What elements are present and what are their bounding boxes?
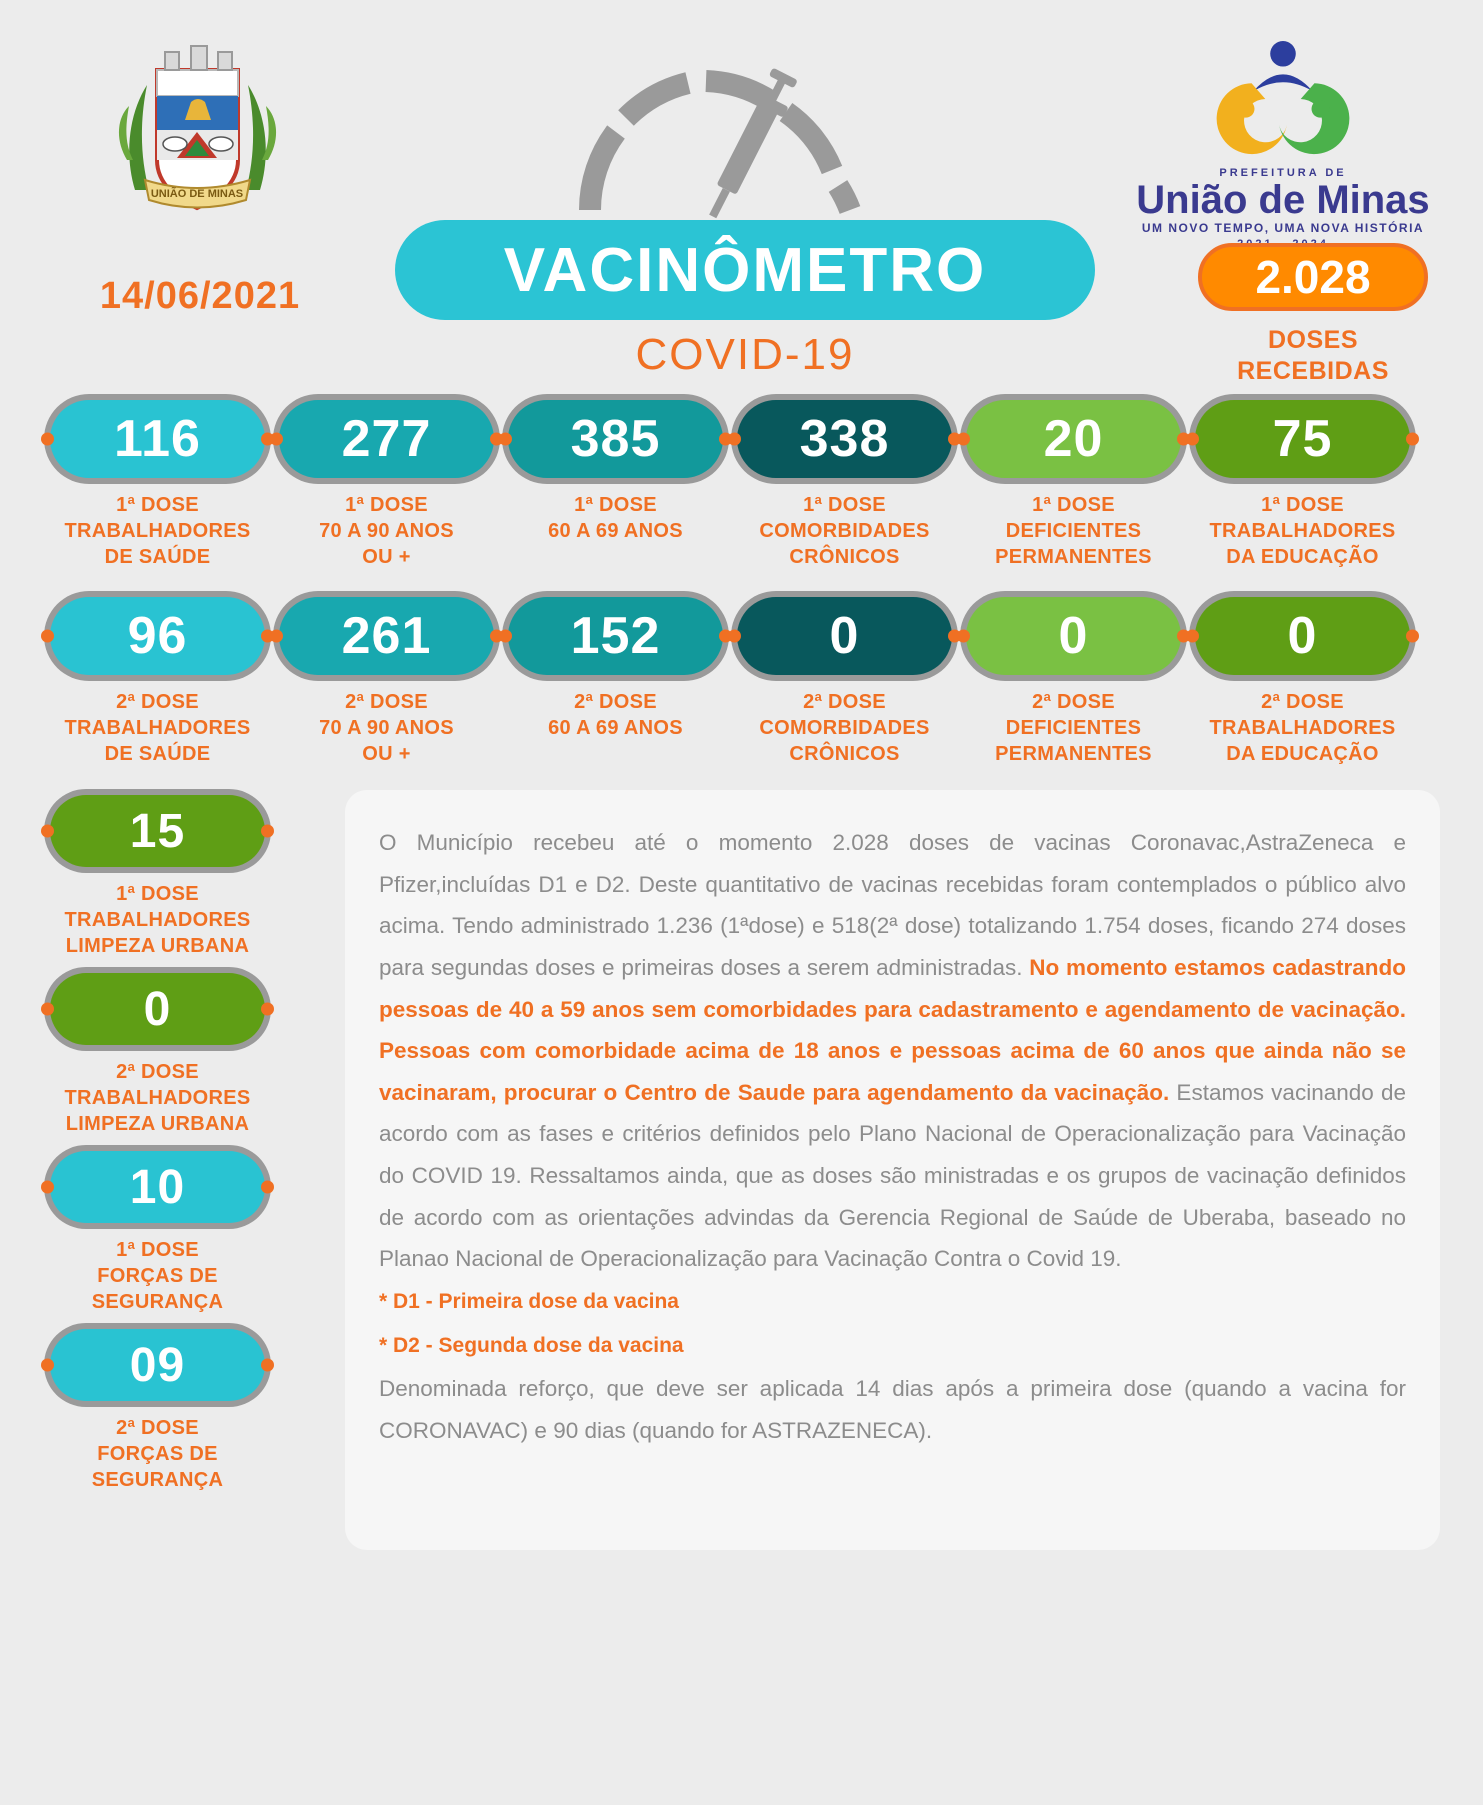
caption-line-2: TRABALHADORES [64, 909, 251, 931]
caption-line-2: 70 A 90 ANOS [319, 520, 454, 542]
stat-pill [50, 597, 265, 675]
stat-caption [50, 492, 265, 570]
stat-card [50, 973, 265, 1137]
stat-caption [50, 1415, 265, 1493]
stat-card [966, 400, 1181, 570]
connector-dot-left [270, 433, 283, 446]
connector-dot-left [499, 433, 512, 446]
caption-line-2: 60 A 69 ANOS [548, 717, 683, 739]
caption-line-3: PERMANENTES [995, 546, 1152, 568]
caption-line-3: DE SAÚDE [104, 546, 211, 568]
stat-value: 09 [129, 1338, 186, 1392]
stat-value: 0 [143, 982, 172, 1036]
caption-line-1: 2ª DOSE [803, 691, 886, 713]
doses-received-value: 2.028 [1255, 251, 1371, 303]
logo-tagline: UM NOVO TEMPO, UMA NOVA HISTÓRIA [1141, 221, 1425, 235]
additional-groups-column [50, 795, 265, 1507]
stat-card [737, 597, 952, 767]
logo-mark-icon [1133, 40, 1433, 158]
stat-pill [737, 597, 952, 675]
stat-caption [1195, 689, 1410, 767]
caption-line-1: 1ª DOSE [116, 883, 199, 905]
caption-line-2: TRABALHADORES [1209, 520, 1396, 542]
doses-received-badge [1198, 243, 1428, 311]
stat-caption [50, 689, 265, 767]
stat-value: 96 [127, 607, 188, 665]
stat-pill [966, 597, 1181, 675]
caption-line-2: FORÇAS DE [97, 1443, 218, 1465]
stat-pill [279, 400, 494, 478]
caption-line-2: 70 A 90 ANOS [319, 717, 454, 739]
connector-dot-left [957, 630, 970, 643]
stat-pill [50, 1151, 265, 1223]
caption-line-1: 2ª DOSE [1032, 691, 1115, 713]
doses-received-label-line1: DOSES [1267, 326, 1359, 354]
stat-pill [50, 973, 265, 1045]
connector-dot-left [41, 433, 54, 446]
stat-caption [737, 492, 952, 570]
caption-line-3: SEGURANÇA [91, 1469, 224, 1491]
stat-pill [50, 795, 265, 867]
info-paragraph [379, 822, 1406, 1280]
stat-caption [508, 689, 723, 741]
caption-line-2: COMORBIDADES [759, 520, 930, 542]
connector-dot-left [41, 825, 54, 838]
page-title [395, 220, 1095, 320]
caption-line-2: DEFICIENTES [1005, 520, 1142, 542]
stat-card [1195, 400, 1410, 570]
caption-line-3: LIMPEZA URBANA [65, 1113, 250, 1135]
header [0, 0, 1483, 430]
connector-dot-left [499, 630, 512, 643]
stat-value: 277 [341, 410, 432, 468]
stat-card [737, 400, 952, 570]
caption-line-1: 2ª DOSE [574, 691, 657, 713]
stat-pill [279, 597, 494, 675]
connector-dot-left [270, 630, 283, 643]
caption-line-2: TRABALHADORES [64, 717, 251, 739]
second-dose-row [50, 597, 1440, 767]
stat-caption [966, 492, 1181, 570]
stat-card [279, 597, 494, 767]
caption-line-3: LIMPEZA URBANA [65, 935, 250, 957]
caption-line-1: 1ª DOSE [574, 494, 657, 516]
doses-received-label [1183, 325, 1443, 388]
caption-line-3: OU + [362, 546, 411, 568]
connector-dot-right [1406, 630, 1419, 643]
caption-line-1: 2ª DOSE [116, 1061, 199, 1083]
stat-caption [50, 1059, 265, 1137]
connector-dot-right [261, 1359, 274, 1372]
title-text: VACINÔMETRO [503, 235, 987, 305]
caption-line-3: CRÔNICOS [789, 743, 900, 765]
caption-line-1: 2ª DOSE [116, 691, 199, 713]
stat-value: 10 [129, 1160, 186, 1214]
connector-dot-left [728, 433, 741, 446]
svg-text:UNIÃO DE MINAS: UNIÃO DE MINAS [150, 188, 244, 200]
stat-card [50, 597, 265, 767]
stat-pill [737, 400, 952, 478]
stat-card [279, 400, 494, 570]
caption-line-3: OU + [362, 743, 411, 765]
caption-line-3: PERMANENTES [995, 743, 1152, 765]
caption-line-1: 1ª DOSE [1032, 494, 1115, 516]
connector-dot-left [41, 1003, 54, 1016]
stat-caption [279, 492, 494, 570]
stat-caption [737, 689, 952, 767]
caption-line-2: TRABALHADORES [1209, 717, 1396, 739]
stat-caption [966, 689, 1181, 767]
connector-dot-left [1186, 630, 1199, 643]
connector-dot-left [41, 1181, 54, 1194]
caption-line-2: TRABALHADORES [64, 520, 251, 542]
stat-value: 15 [129, 804, 186, 858]
connector-dot-left [41, 1359, 54, 1372]
first-dose-row [50, 400, 1440, 570]
caption-line-1: 1ª DOSE [345, 494, 428, 516]
d2-note: * D2 - Segunda dose da vacina [379, 1333, 684, 1357]
caption-line-1: 1ª DOSE [1261, 494, 1344, 516]
stat-value: 0 [829, 607, 860, 665]
caption-line-2: DEFICIENTES [1005, 717, 1142, 739]
logo-prefix: PREFEITURA DE [1219, 167, 1347, 179]
vaccine-gauge-icon [560, 50, 880, 230]
caption-line-3: DA EDUCAÇÃO [1226, 546, 1379, 568]
stat-value: 385 [570, 410, 661, 468]
stat-value: 0 [1058, 607, 1089, 665]
connector-dot-right [261, 1181, 274, 1194]
stat-value: 0 [1287, 607, 1318, 665]
stat-pill [1195, 597, 1410, 675]
stat-pill [966, 400, 1181, 478]
stat-card [50, 1329, 265, 1493]
caption-line-2: 60 A 69 ANOS [548, 520, 683, 542]
stat-value: 152 [570, 607, 661, 665]
stat-value: 116 [114, 410, 201, 468]
d1-note: * D1 - Primeira dose da vacina [379, 1289, 679, 1313]
connector-dot-right [261, 825, 274, 838]
stat-card [1195, 597, 1410, 767]
connector-dot-right [261, 1003, 274, 1016]
stat-value: 75 [1272, 410, 1333, 468]
stat-pill [50, 1329, 265, 1401]
stat-caption [1195, 492, 1410, 570]
caption-line-1: 1ª DOSE [116, 494, 199, 516]
info-panel [345, 790, 1440, 1550]
info-text-part1: O Município recebeu até o momento 2.028 doses de vacinas Coronavac,AstraZeneca e Pfizer,incluídas D1 e D2. Deste quantitativo de vacinas recebidas foram contemplados o público alvo acima. Tendo administrado 1.236 (1ªdose) e 518(2ª dose) totalizando 1.754 doses, ficando 274 doses para segundas doses e primeiras doses a serem administradas. [379, 830, 1406, 980]
stat-card [508, 597, 723, 767]
stat-caption [50, 1237, 265, 1315]
connector-dot-left [41, 630, 54, 643]
stat-caption [508, 492, 723, 544]
stat-card [966, 597, 1181, 767]
stat-pill [50, 400, 265, 478]
stat-card [50, 400, 265, 570]
caption-line-1: 1ª DOSE [803, 494, 886, 516]
caption-line-2: TRABALHADORES [64, 1087, 251, 1109]
logo-name: União de Minas [1136, 178, 1430, 222]
stat-pill [508, 597, 723, 675]
caption-line-3: DE SAÚDE [104, 743, 211, 765]
caption-line-2: FORÇAS DE [97, 1265, 218, 1287]
booster-note: Denominada reforço, que deve ser aplicada 14 dias após a primeira dose (quando a vacina for CORONAVAC) e 90 dias (quando for ASTRAZENECA). [379, 1376, 1406, 1443]
stat-card [50, 1151, 265, 1315]
stat-value: 338 [799, 410, 890, 468]
connector-dot-left [1186, 433, 1199, 446]
report-date: 14/06/2021 [99, 275, 301, 317]
caption-line-2: COMORBIDADES [759, 717, 930, 739]
stat-value: 20 [1043, 410, 1104, 468]
stat-pill [1195, 400, 1410, 478]
stat-pill [508, 400, 723, 478]
stat-card [508, 400, 723, 570]
stat-caption [279, 689, 494, 767]
caption-line-3: DA EDUCAÇÃO [1226, 743, 1379, 765]
caption-line-1: 2ª DOSE [345, 691, 428, 713]
caption-line-3: CRÔNICOS [789, 546, 900, 568]
info-text-part2: Estamos vacinando de acordo com as fases e critérios definidos pelo Plano Nacional de Operacionalização para Vacinação do COVID 19. Ressaltamos ainda, que as doses são ministradas e os grupos de vacinação definidos de acordo com as orientações advindas da Gerencia Regional de Saúde de Uberaba, baseado no Planao Nacional de Operacionalização para Vacinação Contra o Covid 19. [379, 1079, 1407, 1272]
connector-dot-left [728, 630, 741, 643]
page-subtitle: COVID-19 [635, 330, 855, 379]
connector-dot-right [1406, 433, 1419, 446]
caption-line-1: 2ª DOSE [1261, 691, 1344, 713]
stat-card [50, 795, 265, 959]
connector-dot-left [957, 433, 970, 446]
stat-value: 261 [341, 607, 432, 665]
caption-line-1: 2ª DOSE [116, 1417, 199, 1439]
caption-line-1: 1ª DOSE [116, 1239, 199, 1261]
coat-of-arms-icon [105, 40, 290, 220]
city-logo [1133, 40, 1433, 240]
stat-caption [50, 881, 265, 959]
caption-line-3: SEGURANÇA [91, 1291, 224, 1313]
doses-received-label-line2: RECEBIDAS [1237, 357, 1389, 386]
info-highlight: No momento estamos cadastrando pessoas de 40 a 59 anos sem comorbidades para cadastramento e agendamento de vacinação. Pessoas com comorbidade acima de 18 anos e pessoas acima de 60 anos que ainda não se vacinaram, procurar o Centro de Saude para agendamento da vacinação. [379, 954, 1406, 1105]
